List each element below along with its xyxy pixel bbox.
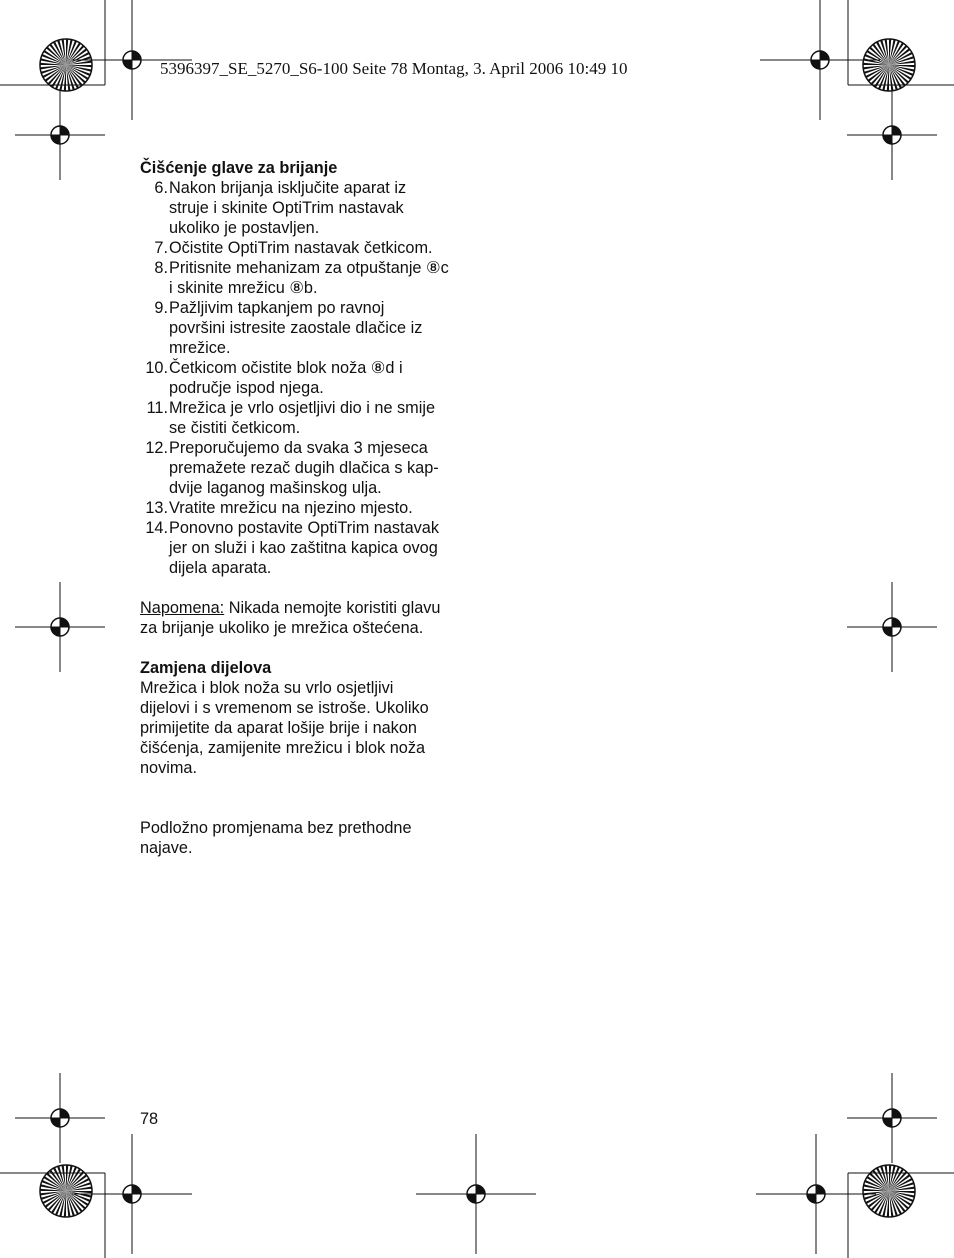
list-item [140, 518, 470, 578]
crosshair-mark [416, 1134, 536, 1254]
crosshair-mark [15, 90, 105, 180]
list-item [140, 298, 470, 358]
cleaning-steps [140, 178, 470, 578]
crosshair-mark [847, 1073, 937, 1163]
step-text: Nakon brijanja isključite aparat iz struje i skinite OptiTrim nastavak ukoliko je postavljen. [169, 179, 407, 237]
crosshair-mark [847, 582, 937, 672]
step-number: 6. [154, 179, 168, 197]
crosshair-mark [756, 1134, 876, 1254]
step-number: 7. [154, 239, 168, 257]
section-title-cleaning: Čišćenje glave za brijanje [140, 159, 338, 177]
replacement-text: Mrežica i blok noža su vrlo osjetljivi dijelovi i s vremenom se istroše. Ukoliko primijetite da aparat lošije brije i nakon čišćenja, zamijenite mrežicu i blok noža novima. [140, 679, 429, 777]
crosshair-mark [760, 0, 880, 120]
list-item [140, 178, 470, 238]
print-header: 5396397_SE_5270_S6-100 Seite 78 Montag, 3. April 2006 10:49 10 [160, 59, 628, 78]
footer-note: Podložno promjenama bez prethodne najave. [140, 819, 412, 857]
starburst-mark [40, 39, 92, 91]
step-number: 8. [154, 259, 168, 277]
crosshair-mark [847, 90, 937, 180]
starburst-mark [40, 1165, 92, 1217]
step-text: Pažljivim tapkanjem po ravnoj površini istresite zaostale dlačice iz mrežice. [169, 299, 423, 357]
crosshair-mark [15, 1073, 105, 1163]
crosshair-mark [15, 582, 105, 672]
document-body [140, 158, 470, 858]
page-number: 78 [140, 1110, 159, 1128]
step-number: 13. [145, 499, 168, 517]
list-item [140, 398, 470, 438]
list-item [140, 498, 470, 518]
step-number: 12. [145, 439, 168, 457]
section-replacement [140, 658, 470, 778]
starburst-mark [863, 1165, 915, 1217]
starburst-mark [863, 39, 915, 91]
step-text: Očistite OptiTrim nastavak četkicom. [169, 239, 433, 257]
step-number: 14. [145, 519, 168, 537]
step-number: 11. [146, 399, 168, 417]
crosshair-mark [72, 1134, 192, 1254]
step-text: Pritisnite mehanizam za otpuštanje ⑧c i skinite mrežicu ⑧b. [169, 259, 449, 297]
note [140, 598, 470, 638]
list-item [140, 358, 470, 398]
section-title-replacement: Zamjena dijelova [140, 659, 272, 677]
step-text: Vratite mrežicu na njezino mjesto. [169, 499, 413, 517]
step-number: 9. [154, 299, 168, 317]
list-item [140, 238, 470, 258]
step-text: Preporučujemo da svaka 3 mjeseca premažete rezač dugih dlačica s kap- dvije laganog mašinskog ulja. [169, 439, 439, 497]
step-number: 10. [145, 359, 168, 377]
list-item [140, 438, 470, 498]
step-text: Ponovno postavite OptiTrim nastavak jer on služi i kao zaštitna kapica ovog dijela aparata. [169, 519, 439, 577]
list-item [140, 258, 470, 298]
note-label: Napomena: [140, 599, 225, 617]
step-text: Mrežica je vrlo osjetljivi dio i ne smije se čistiti četkicom. [169, 399, 436, 437]
note-text: Nikada nemojte koristiti glavu za brijanje ukoliko je mrežica oštećena. [140, 599, 441, 637]
step-text: Četkicom očistite blok noža ⑧d i područje ispod njega. [169, 359, 403, 397]
